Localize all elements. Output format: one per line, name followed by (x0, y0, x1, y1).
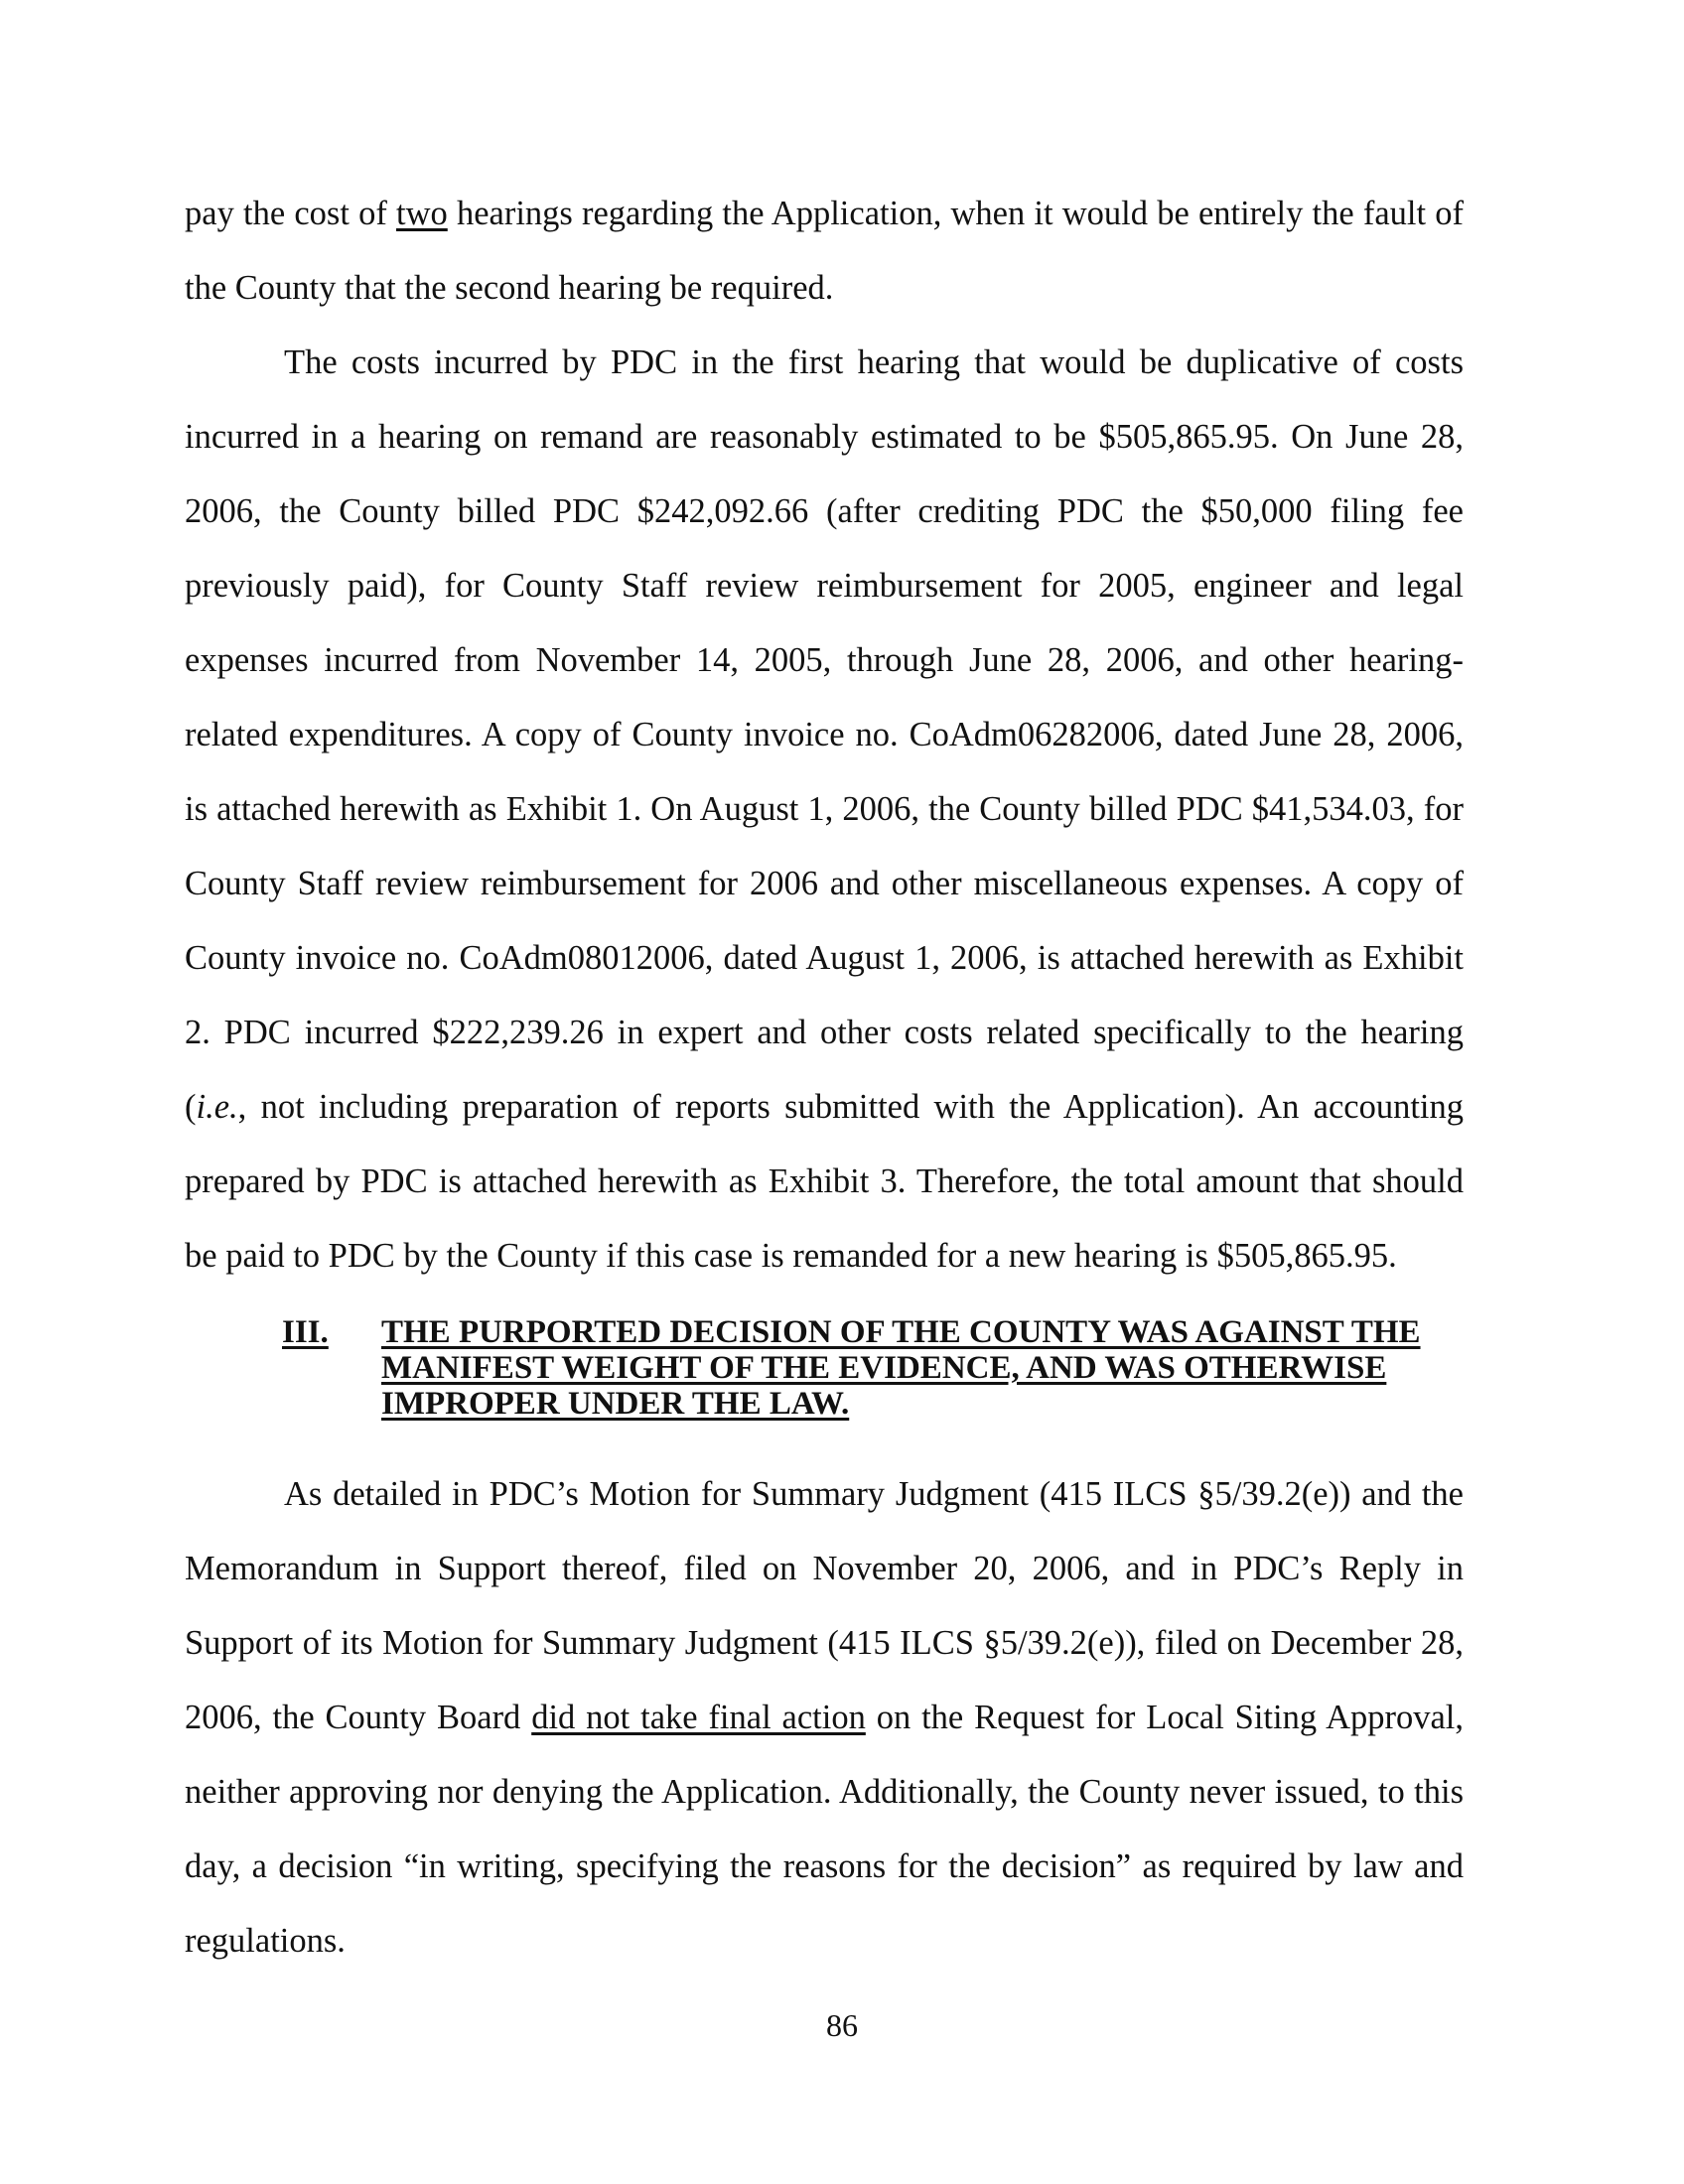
paragraph-2-text-end: , not including preparation of reports submitted with the Application). An accounting prepared by PDC is attached herewith as Exhibit 3. Therefore, the total amount that should be paid to PDC by the County if this case is remanded for a new hearing is $505,865.95. (185, 1088, 1464, 1275)
paragraph-costs-incurred (185, 326, 1464, 1294)
section-number: III. (282, 1314, 329, 1350)
paragraph-3-text-start: As detailed in PDC’s Motion for Summary Judgment (415 ILCS §5/39.2(e)) and the Memorandum in Support thereof, filed on November 20, 2006, and in PDC’s Reply in Support of its Motion for Summary Judgment (415 ILCS §5/39.2(e)), filed on December 28, 2006, the County Board (185, 1475, 1464, 1736)
underlined-two: two (396, 195, 448, 232)
page-number: 86 (826, 2007, 858, 2043)
paragraph-hearing-cost (185, 177, 1464, 326)
heading-line-1: THE PURPORTED DECISION OF THE COUNTY WAS AGAINST THE (381, 1314, 1421, 1350)
section-heading-iii (282, 1314, 1474, 1422)
underlined-final-action: did not take final action (531, 1699, 866, 1736)
paragraph-3-text-end: on the Request for Local Siting Approval, neither approving nor denying the Application. Additionally, the County never issued, to this day, a decision “in writing, specifying the reasons for the decision” as required by law and regulations. (185, 1699, 1464, 1960)
paragraph-1-text-start: pay the cost of (185, 195, 397, 232)
paragraph-summary-judgment (185, 1457, 1464, 1979)
heading-line-3: IMPROPER UNDER THE LAW. (381, 1386, 850, 1422)
paragraph-1-text-end: hearings regarding the Application, when it would be entirely the fault of the County that the second hearing be required. (185, 195, 1464, 307)
heading-line-2: MANIFEST WEIGHT OF THE EVIDENCE, AND WAS OTHERWISE (381, 1350, 1387, 1386)
paragraph-2-text: The costs incurred by PDC in the first hearing that would be duplicative of costs incurred in a hearing on remand are reasonably estimated to be $505,865.95. On June 28, 2006, the County billed PDC $242,092.66 (after crediting PDC the $50,000 filing fee previously paid), for County Staff review reimbursement for 2005, engineer and legal expenses incurred from November 14, 2005, through June 28, 2006, and other hearing-related expenditures. A copy of County invoice no. CoAdm06282006, dated June 28, 2006, is attached herewith as Exhibit 1. On August 1, 2006, the County billed PDC $41,534.03, for County Staff review reimbursement for 2006 and other miscellaneous expenses. A copy of County invoice no. CoAdm08012006, dated August 1, 2006, is attached herewith as Exhibit 2. PDC incurred $222,239.26 in expert and other costs related specifically to the hearing ( (185, 343, 1464, 1126)
italic-ie: i.e. (196, 1088, 238, 1126)
